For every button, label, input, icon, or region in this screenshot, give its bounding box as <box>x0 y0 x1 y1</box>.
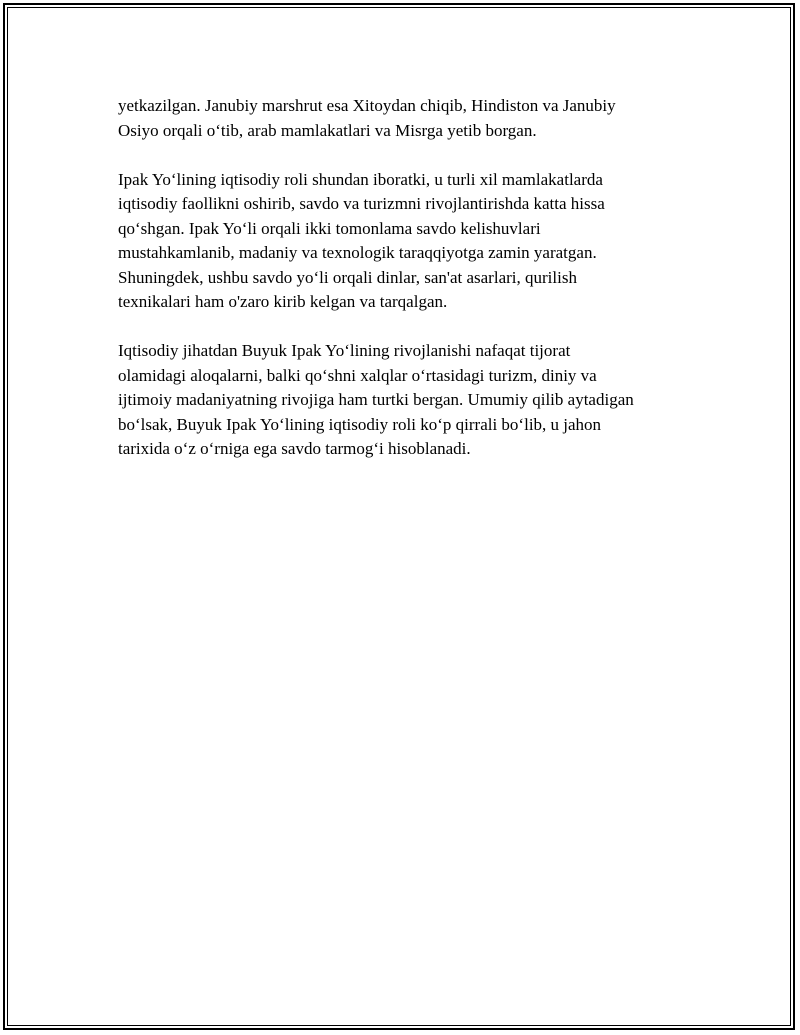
document-body <box>118 94 698 486</box>
text-line: ijtimoiy madaniyatning rivojiga ham turtki bergan. Umumiy qilib aytadigan <box>118 390 634 409</box>
text-line: tarixida o‘z o‘rniga ega savdo tarmog‘i hisoblanadi. <box>118 439 471 458</box>
text-line: iqtisodiy faollikni oshirib, savdo va turizmni rivojlantirishda katta hissa <box>118 194 605 213</box>
text-line: Iqtisodiy jihatdan Buyuk Ipak Yo‘lining rivojlanishi nafaqat tijorat <box>118 341 571 360</box>
paragraph-1 <box>118 94 698 143</box>
text-line: qo‘shgan. Ipak Yo‘li orqali ikki tomonlama savdo kelishuvlari <box>118 218 541 238</box>
text-line: bo‘lsak, Buyuk Ipak Yo‘lining iqtisodiy roli ko‘p qirrali bo‘lib, u jahon <box>118 414 602 434</box>
text-line: Osiyo orqali o‘tib, arab mamlakatlari va Misrga yetib borgan. <box>118 120 537 140</box>
paragraph-2 <box>118 168 698 315</box>
text-line: Ipak Yo‘lining iqtisodiy roli shundan iboratki, u turli xil mamlakatlarda <box>118 169 603 189</box>
text-line: olamidagi aloqalarni, balki qo‘shni xalqlar o‘rtasidagi turizm, diniy va <box>118 365 597 385</box>
text-line: mustahkamlanib, madaniy va texnologik taraqqiyotga zamin yaratgan. <box>118 243 597 262</box>
text-line: Shuningdek, ushbu savdo yo‘li orqali dinlar, san'at asarlari, qurilish <box>118 267 577 287</box>
text-line: texnikalari ham o'zaro kirib kelgan va tarqalgan. <box>118 292 448 311</box>
text-line: yetkazilgan. Janubiy marshrut esa Xitoydan chiqib, Hindiston va Janubiy <box>118 96 616 115</box>
paragraph-3 <box>118 339 698 462</box>
